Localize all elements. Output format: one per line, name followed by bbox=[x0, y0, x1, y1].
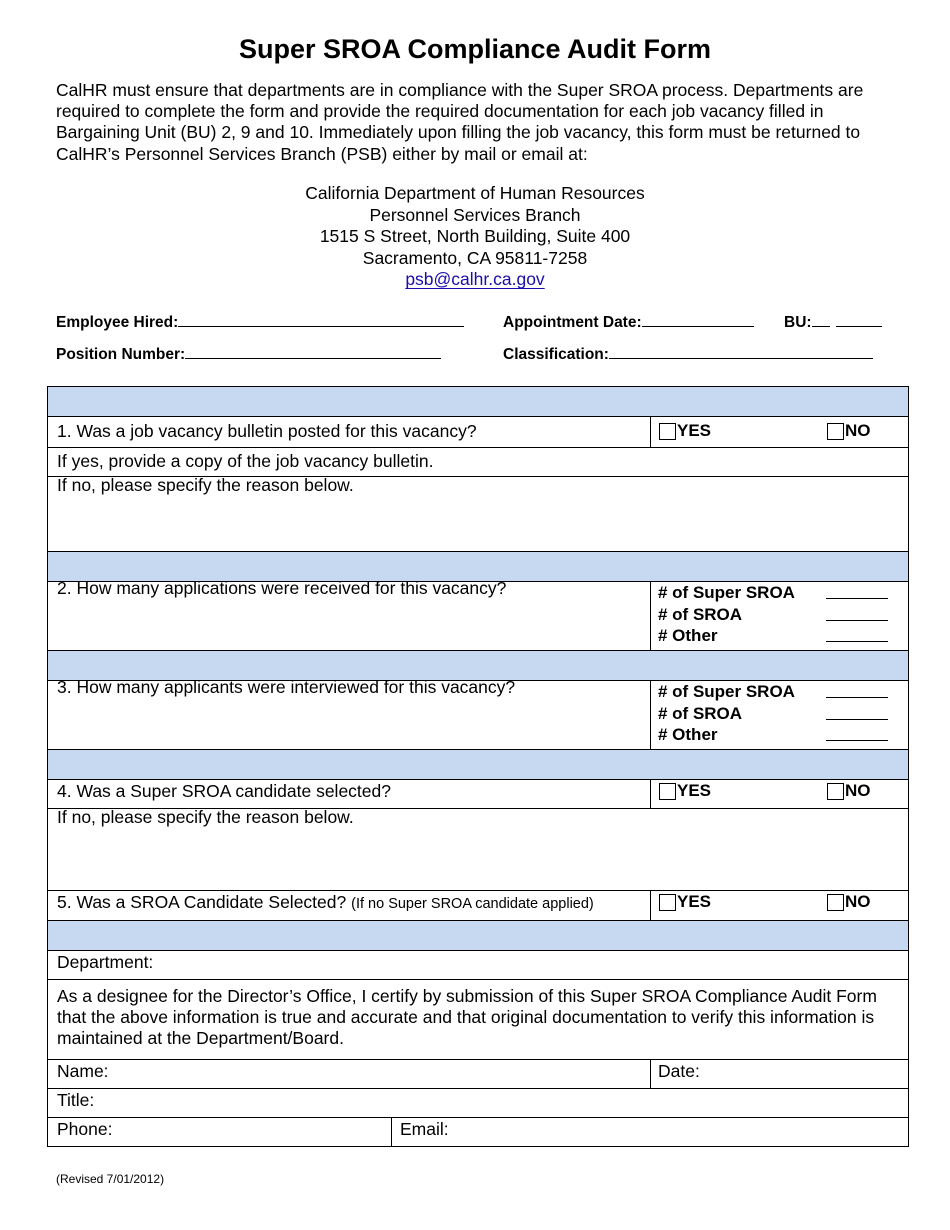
classification-field[interactable] bbox=[503, 344, 877, 364]
section-band bbox=[48, 387, 908, 417]
email-label[interactable]: Email: bbox=[400, 1119, 449, 1139]
count-sroa-label: # of SROA bbox=[658, 703, 743, 723]
count-super-sroa-blank[interactable] bbox=[826, 598, 888, 599]
address-line-3: 1515 S Street, North Building, Suite 400 bbox=[319, 226, 631, 247]
employee-hired-field[interactable] bbox=[56, 312, 468, 332]
count-super-sroa-label: # of Super SROA bbox=[658, 583, 795, 602]
q1-reason-row[interactable] bbox=[48, 477, 908, 552]
classification-label: Classification: bbox=[503, 346, 609, 363]
count-sroa-label: # of SROA bbox=[658, 604, 743, 624]
name-date-row bbox=[48, 1060, 908, 1089]
q5-row bbox=[48, 891, 908, 921]
checkbox-icon[interactable] bbox=[827, 423, 844, 440]
address-line-2: Personnel Services Branch bbox=[369, 204, 581, 225]
address-line-1: California Department of Human Resources bbox=[305, 183, 645, 203]
appointment-date-label: Appointment Date: bbox=[503, 314, 642, 331]
q1-row bbox=[48, 417, 908, 448]
audit-form-table bbox=[47, 386, 909, 1147]
form-title: Super SROA Compliance Audit Form bbox=[238, 34, 712, 64]
title-row[interactable] bbox=[48, 1089, 908, 1118]
bu-label: BU: bbox=[784, 314, 812, 331]
count-other-blank[interactable] bbox=[826, 740, 888, 741]
q4-yes-checkbox[interactable]: YES bbox=[659, 781, 711, 801]
q4-no-checkbox[interactable]: NO bbox=[827, 781, 871, 801]
q2-question: 2. How many applications were received for this vacancy? bbox=[57, 578, 507, 598]
position-number-field[interactable] bbox=[56, 344, 445, 364]
count-super-sroa-label: # of Super SROA bbox=[658, 682, 795, 701]
checkbox-icon[interactable] bbox=[659, 423, 676, 440]
q3-question: 3. How many applicants were interviewed for this vacancy? bbox=[57, 677, 516, 697]
count-other-blank[interactable] bbox=[826, 641, 888, 642]
q5-note: (If no Super SROA candidate applied) bbox=[351, 896, 594, 912]
q1-yes-row bbox=[48, 448, 908, 477]
q2-counts bbox=[658, 582, 795, 647]
phone-label[interactable]: Phone: bbox=[57, 1119, 113, 1139]
q1-if-yes-text: If yes, provide a copy of the job vacancy bulletin. bbox=[57, 451, 434, 471]
checkbox-icon[interactable] bbox=[659, 783, 676, 800]
q4-question: 4. Was a Super SROA candidate selected? bbox=[57, 781, 391, 801]
psb-email-link[interactable]: psb@calhr.ca.gov bbox=[405, 269, 545, 290]
count-super-sroa-blank[interactable] bbox=[826, 697, 888, 698]
count-sroa-blank[interactable] bbox=[826, 719, 888, 720]
bu-field[interactable] bbox=[784, 312, 886, 332]
count-other-label: # Other bbox=[658, 725, 718, 745]
intro-paragraph: CalHR must ensure that departments are in compliance with the Super SROA process. Departments are required to complete the form and provide the required documentation for each job vacancy filled in Bargaining Unit (BU) 2, 9 and 10. Immediately upon filling the job vacancy, this form must be returned to CalHR’s Personnel Services Branch (PSB) either by mail or email at: bbox=[56, 80, 864, 164]
q3-counts bbox=[658, 681, 795, 746]
revision-note: (Revised 7/01/2012) bbox=[56, 1172, 165, 1186]
q5-no-checkbox[interactable]: NO bbox=[827, 892, 871, 912]
position-number-label: Position Number: bbox=[56, 346, 186, 363]
q5-question: 5. Was a SROA Candidate Selected? (If no Super SROA candidate applied) bbox=[57, 892, 594, 912]
q4-row bbox=[48, 780, 908, 809]
address-line-4: Sacramento, CA 95811-7258 bbox=[362, 247, 588, 268]
date-label[interactable]: Date: bbox=[658, 1061, 700, 1081]
q3-row bbox=[48, 677, 908, 750]
employee-hired-label: Employee Hired: bbox=[56, 314, 179, 331]
title-label: Title: bbox=[57, 1090, 95, 1110]
checkbox-icon[interactable] bbox=[659, 894, 676, 911]
certification-row bbox=[48, 980, 908, 1060]
checkbox-icon[interactable] bbox=[827, 894, 844, 911]
q1-question: 1. Was a job vacancy bulletin posted for this vacancy? bbox=[57, 421, 477, 441]
q1-if-no-text: If no, please specify the reason below. bbox=[57, 475, 354, 495]
checkbox-icon[interactable] bbox=[827, 783, 844, 800]
name-label[interactable]: Name: bbox=[57, 1061, 109, 1081]
q1-no-checkbox[interactable]: NO bbox=[827, 421, 871, 441]
certification-text: As a designee for the Director’s Office, I certify by submission of this Super SROA Compliance Audit Form that the above information is true and accurate and that original documentation to verify this information is maintained at the Department/Board. bbox=[57, 986, 877, 1049]
section-band bbox=[48, 921, 908, 951]
q4-if-no-text: If no, please specify the reason below. bbox=[57, 807, 354, 827]
count-other-label: # Other bbox=[658, 626, 718, 646]
count-sroa-blank[interactable] bbox=[826, 620, 888, 621]
q4-reason-row[interactable] bbox=[48, 809, 908, 891]
mailing-address bbox=[0, 183, 950, 291]
department-row[interactable] bbox=[48, 951, 908, 980]
q5-yes-checkbox[interactable]: YES bbox=[659, 892, 711, 912]
section-band bbox=[48, 750, 908, 780]
q1-yes-checkbox[interactable]: YES bbox=[659, 421, 711, 441]
phone-email-row bbox=[48, 1118, 908, 1146]
department-label: Department: bbox=[57, 952, 154, 972]
q2-row bbox=[48, 578, 908, 651]
appointment-date-field[interactable] bbox=[503, 312, 768, 332]
